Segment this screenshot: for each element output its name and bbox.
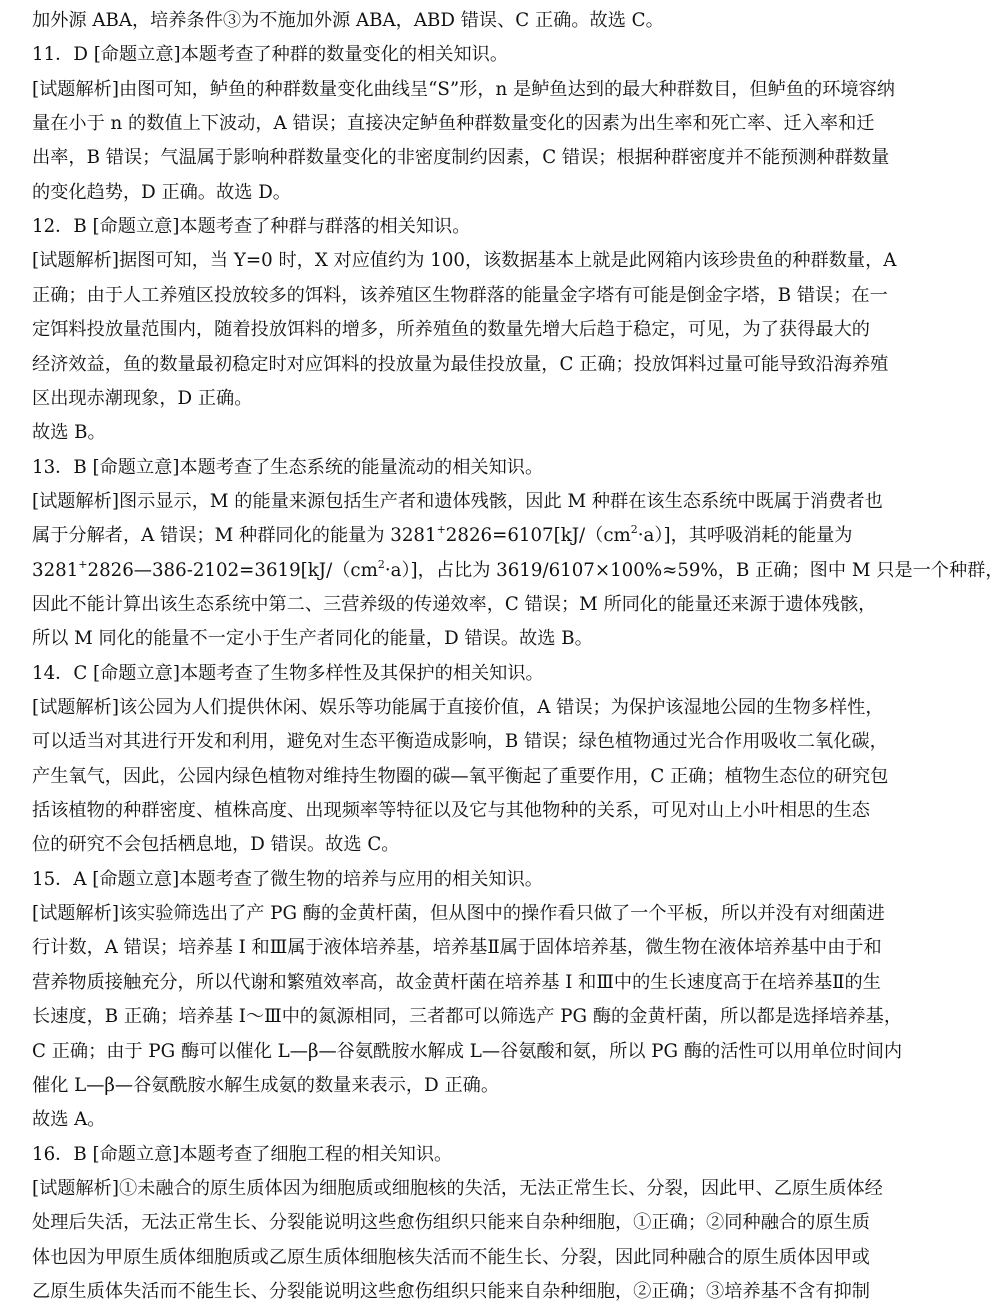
- text-line: 催化 L—β—谷氨酰胺水解生成氨的数量来表示，D 正确。: [32, 1075, 500, 1096]
- text-line-energy-1: 属于分解者，A 错误；M 种群同化的能量为 $3281^+2826=6107[kJ/(cm^2\cdot a)]$，其呼吸消耗的能量为: [32, 523, 853, 546]
- text-line: 处理后失活，无法正常生长、分裂能说明这些愈伤组织只能来自杂种细胞，①正确；②同种融合的原生质: [32, 1212, 870, 1233]
- text-line: 经济效益，鱼的数量最初稳定时对应饵料的投放量为最佳投放量，C 正确；投放饵料过量可能导致沿海养殖: [32, 354, 889, 375]
- text-line: 的变化趋势，D 正确。故选 D。: [32, 182, 291, 203]
- text-line: 产生氧气，因此，公园内绿色植物对维持生物圈的碳—氧平衡起了重要作用，C 正确；植物生态位的研究包: [32, 766, 889, 787]
- text-line: 因此不能计算出该生态系统中第二、三营养级的传递效率，C 错误；M 所同化的能量还来源于遗体残骸，: [32, 594, 877, 615]
- text-line: 位的研究不会包括栖息地，D 错误。故选 C。: [32, 834, 400, 855]
- text-line: 13．B [命题立意]本题考查了生态系统的能量流动的相关知识。: [32, 457, 544, 478]
- text-line: [试题解析]由图可知，鲈鱼的种群数量变化曲线呈“S”形，n 是鲈鱼达到的最大种群数目，但鲈鱼的环境容纳: [32, 79, 895, 100]
- text-line: [试题解析]该公园为人们提供休闲、娱乐等功能属于直接价值，A 错误；为保护该湿地公园的生物多样性，: [32, 697, 884, 718]
- text-line: 乙原生质体失活而不能生长、分裂能说明这些愈伤组织只能来自杂种细胞，②正确；③培养基不含有抑制: [32, 1281, 870, 1302]
- text-line: 16．B [命题立意]本题考查了细胞工程的相关知识。: [32, 1144, 453, 1165]
- text-line: 所以 M 同化的能量不一定小于生产者同化的能量，D 错误。故选 B。: [32, 628, 593, 649]
- text-line-energy-2: $3281^+2826—386-2102=3619[kJ/(cm^2\cdot a)]$，占比为 3619/6107×100%≈59%，B 正确；图中 M 只是一个种群，: [32, 558, 1004, 581]
- text-line: 故选 B。: [32, 422, 106, 443]
- text-line: 故选 A。: [32, 1109, 106, 1130]
- text-line: [试题解析]该实验筛选出了产 PG 酶的金黄杆菌，但从图中的操作看只做了一个平板，所以并没有对细菌进: [32, 903, 885, 924]
- text-line: 加外源 ABA，培养条件③为不施加外源 ABA，ABD 错误、C 正确。故选 C。: [32, 10, 664, 31]
- text-line: 行计数，A 错误；培养基 I 和Ⅲ属于液体培养基，培养基Ⅱ属于固体培养基，微生物在液体培养基中由于和: [32, 937, 882, 958]
- text-line: 11．D [命题立意]本题考查了种群的数量变化的相关知识。: [32, 44, 509, 65]
- text-line: 量在小于 n 的数值上下波动，A 错误；直接决定鲈鱼种群数量变化的因素为出生率和死亡率、迁入率和迁: [32, 113, 875, 134]
- text-line: 区出现赤潮现象，D 正确。: [32, 388, 253, 409]
- text-line: [试题解析]①未融合的原生质体因为细胞质或细胞核的失活，无法正常生长、分裂，因此甲、乙原生质体经: [32, 1178, 883, 1199]
- text-line: 正确；由于人工养殖区投放较多的饵料，该养殖区生物群落的能量金字塔有可能是倒金字塔，B 错误；在一: [32, 285, 888, 306]
- text-line: C 正确；由于 PG 酶可以催化 L—β—谷氨酰胺水解成 L—谷氨酸和氨，所以 PG 酶的活性可以用单位时间内: [32, 1041, 903, 1062]
- text-line: 可以适当对其进行开发和利用，避免对生态平衡造成影响，B 错误；绿色植物通过光合作用吸收二氧化碳，: [32, 731, 888, 752]
- text-line: 体也因为甲原生质体细胞质或乙原生质体细胞核失活而不能生长、分裂，因此同种融合的原生质体因甲或: [32, 1247, 870, 1268]
- text-line: 营养物质接触充分，所以代谢和繁殖效率高，故金黄杆菌在培养基 I 和Ⅲ中的生长速度高于在培养基Ⅱ的生: [32, 972, 881, 993]
- text-line: 12．B [命题立意]本题考查了种群与群落的相关知识。: [32, 216, 471, 237]
- text-line: [试题解析]据图可知，当 Y=0 时，X 对应值约为 100，该数据基本上就是此网箱内该珍贵鱼的种群数量，A: [32, 250, 897, 271]
- text-line: 出率，B 错误；气温属于影响种群数量变化的非密度制约因素，C 错误；根据种群密度并不能预测种群数量: [32, 147, 890, 168]
- text-line: 定饵料投放量范围内，随着投放饵料的增多，所养殖鱼的数量先增大后趋于稳定，可见，为了获得最大的: [32, 319, 870, 340]
- text-line: 15．A [命题立意]本题考查了微生物的培养与应用的相关知识。: [32, 869, 543, 890]
- text-line: 长速度，B 正确；培养基 I～Ⅲ中的氮源相同，三者都可以筛选产 PG 酶的金黄杆菌，所以都是选择培养基，: [32, 1006, 903, 1027]
- text-line: 14．C [命题立意]本题考查了生物多样性及其保护的相关知识。: [32, 663, 544, 684]
- text-line: [试题解析]图示显示，M 的能量来源包括生产者和遗体残骸，因此 M 种群在该生态系统中既属于消费者也: [32, 491, 883, 512]
- text-line: 括该植物的种群密度、植株高度、出现频率等特征以及它与其他物种的关系，可见对山上小叶相思的生态: [32, 800, 870, 821]
